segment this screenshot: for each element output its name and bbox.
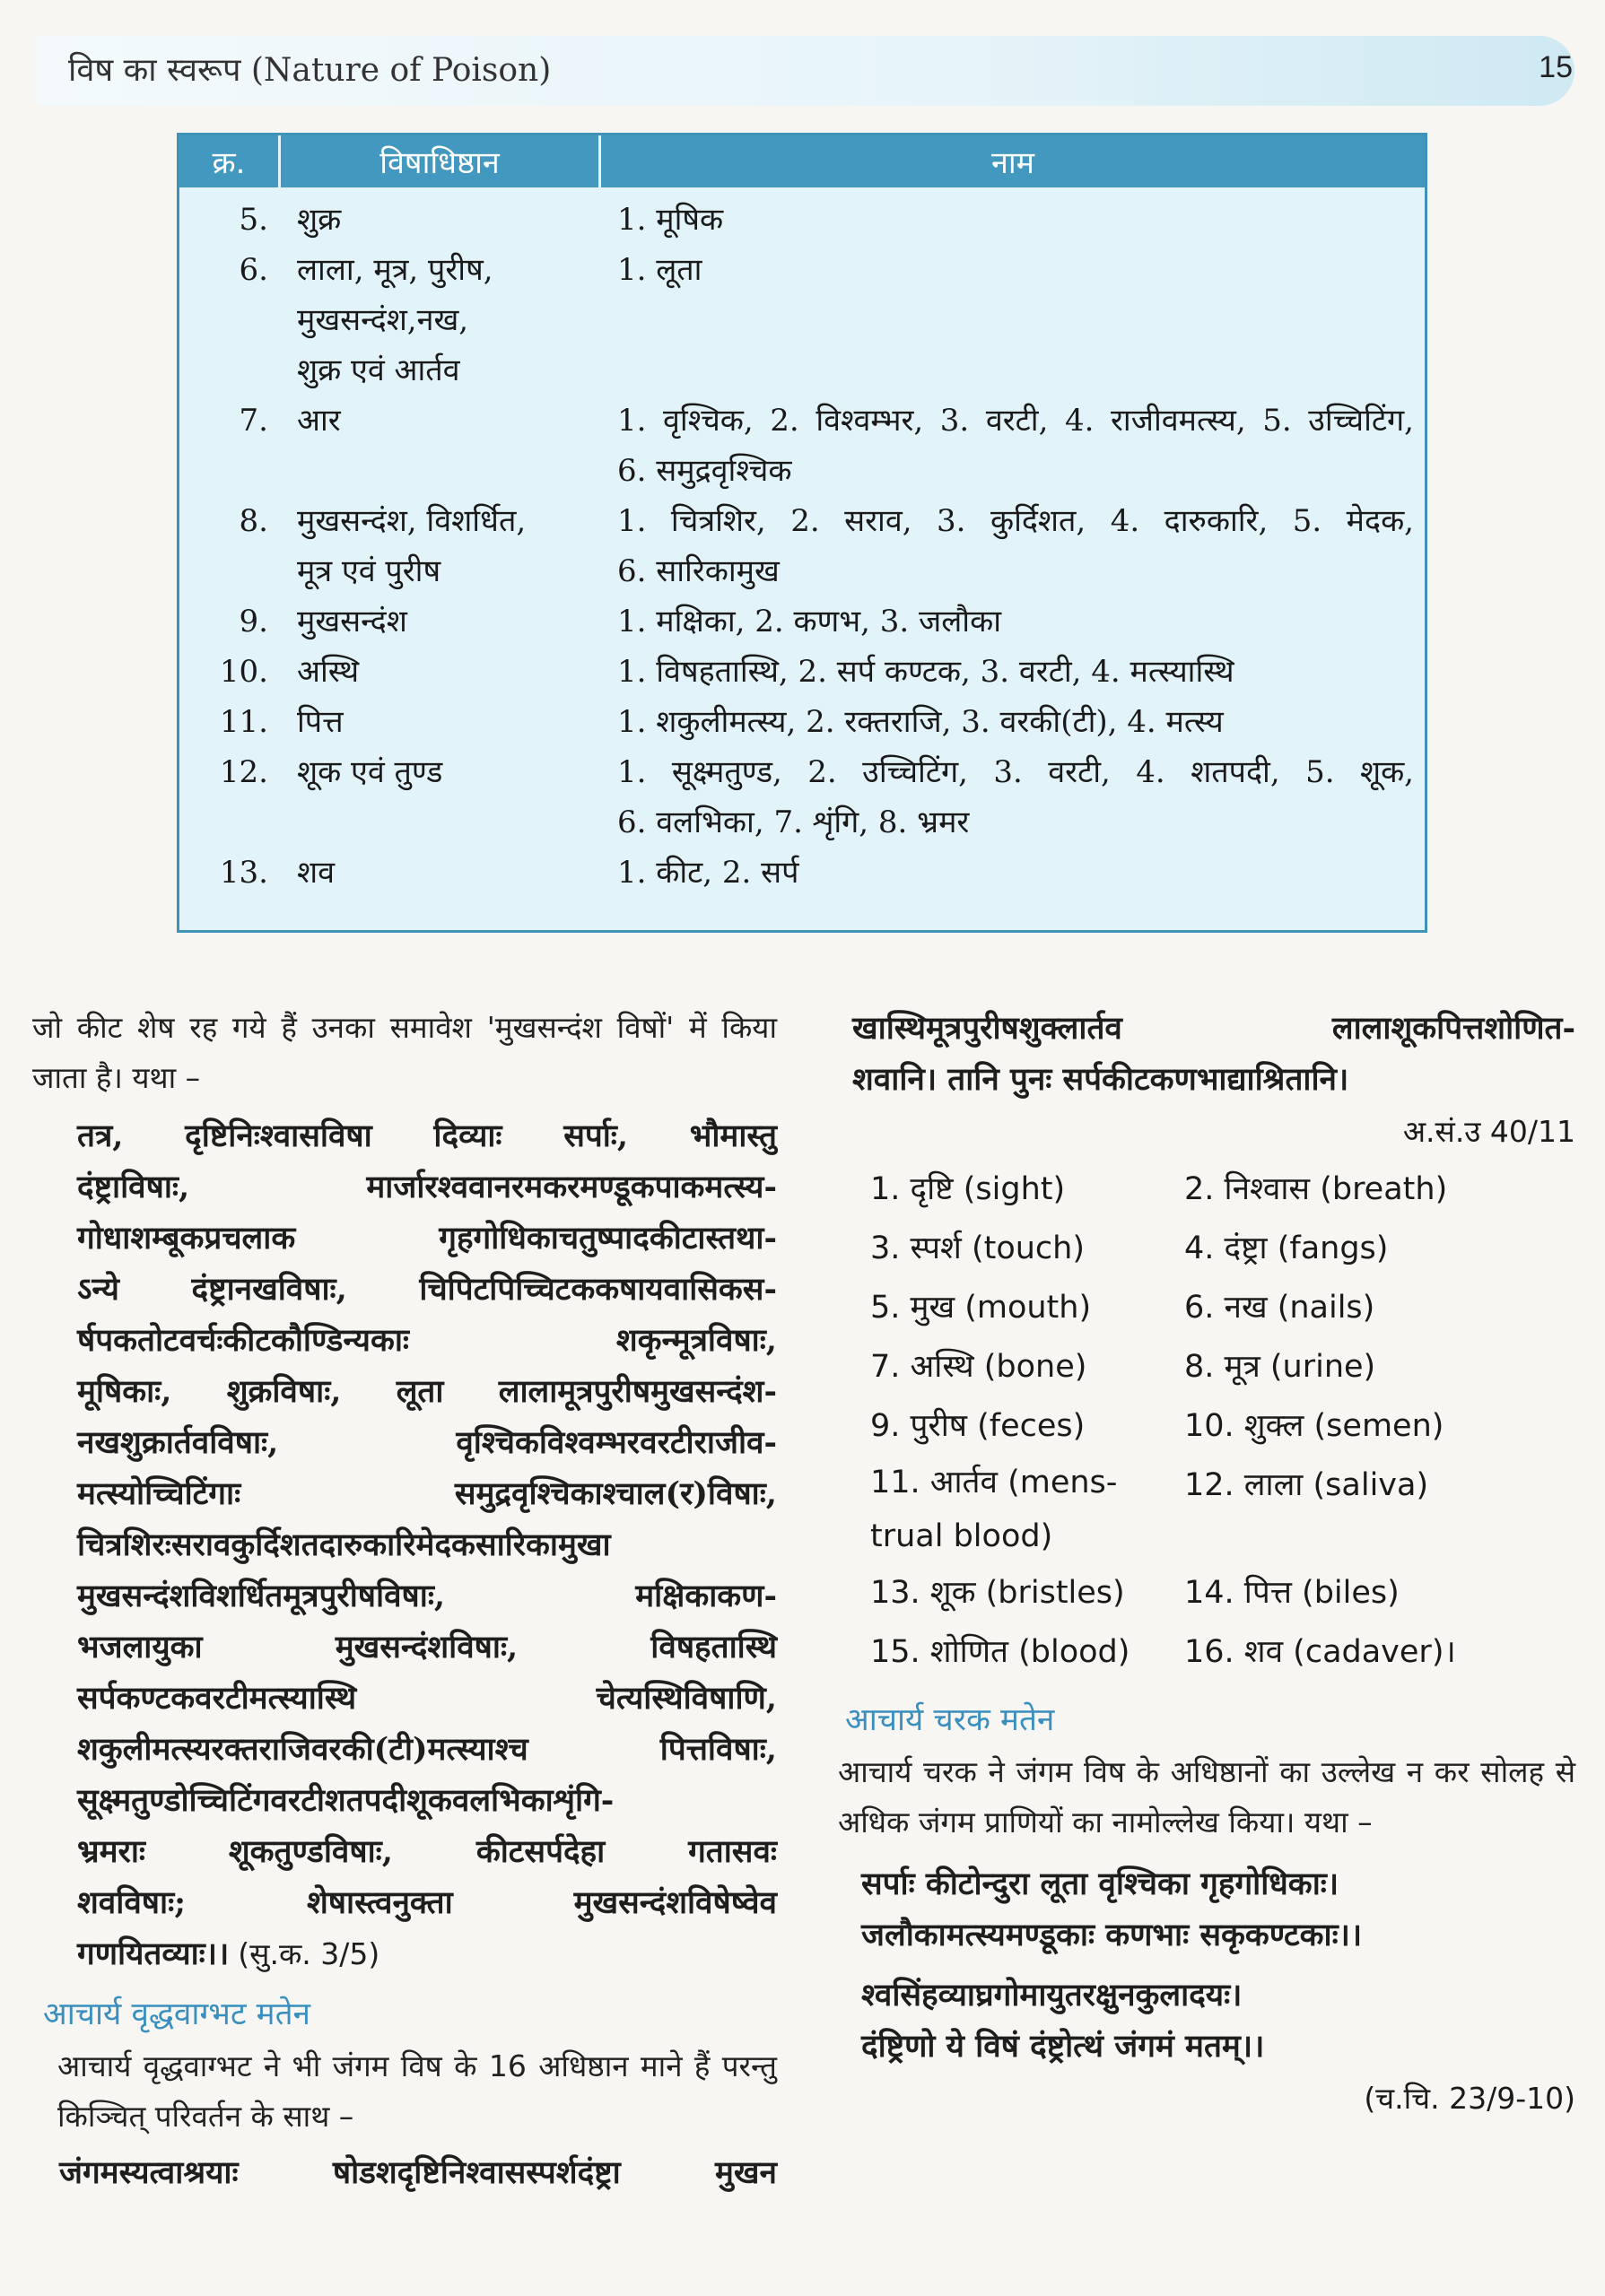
table-row	[179, 195, 1425, 245]
charaka-verse-line: दंष्ट्रिणो ये विषं दंष्ट्रोत्थं जंगमं मतम्।।	[861, 2028, 1265, 2065]
names-line: 1. वृश्चिक, 2. विश्वम्भर, 3. वरटी, 4. राजीवमत्स्य, 5. उच्चिटिंग,	[617, 403, 1414, 439]
row-seat	[281, 195, 601, 245]
seat-line: मुखसन्दंश,नख,	[297, 302, 469, 338]
verse-line: गोधाशम्बूकप्रचलाक गृहगोधिकाचतुष्पादकीटास्तथा-	[77, 1220, 777, 1257]
seat-line: लाला, मूत्र, पुरीष,	[297, 252, 493, 288]
seat-list-item: 2. निश्वास (breath)	[1184, 1171, 1448, 1207]
seat-list-item: 16. शव (cadaver)।	[1184, 1634, 1456, 1670]
table-row	[179, 496, 1425, 596]
row-serial: 6.	[239, 252, 268, 288]
row-serial: 8.	[239, 503, 268, 539]
vagbhata-citation: अ.सं.उ 40/11	[1402, 1114, 1575, 1149]
table-row	[179, 848, 1425, 898]
seat-list-item: 13. शूक (bristles)	[870, 1575, 1125, 1611]
intro-paragraph: जो कीट शेष रह गये हैं उनका समावेश 'मुखसन्दंश विषों' में किया जाता है। यथा –	[32, 1010, 777, 1095]
verse-line-last: शवानि। तानि पुनः सर्पकीटकणभाद्याश्रितानि।	[852, 1061, 1349, 1098]
charaka-citation: (च.चि. 23/9-10)	[1364, 2081, 1575, 2116]
verse-closing: गणयितव्याः।।	[77, 1935, 230, 1972]
names-line: 1. मूषिक	[617, 202, 724, 238]
row-serial: 5.	[239, 202, 268, 238]
table-row	[179, 596, 1425, 647]
row-names	[601, 647, 1425, 697]
row-seat	[281, 697, 601, 747]
verse-line: ऽन्ये दंष्ट्रानखविषाः, चिपिटपिच्चिटककषायवासिकस-	[77, 1271, 777, 1308]
table-row	[179, 245, 1425, 396]
names-line: 1. शकुलीमत्स्य, 2. रक्तराजि, 3. वरकी(टी), 4. मत्स्य	[617, 704, 1224, 740]
row-seat	[281, 396, 601, 496]
row-names	[601, 396, 1425, 496]
seat-list-item: 10. शुक्ल (semen)	[1184, 1408, 1444, 1444]
header-seat: विषाधिष्ठान	[281, 135, 601, 187]
seat-line: आर	[297, 403, 341, 439]
verse-line: नखशुक्रार्तवविषाः, वृश्चिकविश्वम्भरवरटीराजीव-	[77, 1424, 777, 1461]
table-row	[179, 647, 1425, 697]
names-line: 1. लूता	[617, 252, 702, 288]
verse-line: सूक्ष्मतुण्डोच्चिटिंगवरटीशतपदीशूकवलभिकाशृंगि-	[77, 1782, 615, 1819]
seat-line: मूत्र एवं पुरीष	[297, 553, 441, 589]
header-names: नाम	[990, 145, 1034, 181]
table-body	[179, 187, 1425, 898]
sushruta-citation: (सु.क. 3/5)	[238, 1936, 380, 1971]
names-line: 1. कीट, 2. सर्प	[617, 855, 799, 891]
table-row	[179, 396, 1425, 496]
verse-line: मुखसन्दंशविशर्धितमूत्रपुरीषविषाः, मक्षिकाकण-	[77, 1578, 777, 1614]
vagbhata-verse-start	[32, 2147, 777, 2198]
verse-line: मत्स्योच्चिटिंगाः समुद्रवृश्चिकाश्चाल(र)विषाः,	[77, 1475, 777, 1512]
verse-line: शकुलीमत्स्यरक्तराजिवरकी(टी)मत्स्याश्च पित्तविषाः,	[77, 1731, 777, 1768]
row-names	[601, 848, 1425, 898]
seat-list-item: 12. लाला (saliva)	[1184, 1467, 1429, 1503]
charaka-paragraph: आचार्य चरक ने जंगम विष के अधिष्ठानों का उल्लेख न कर सोलह से अधिक जंगम प्राणियों का नामोल्लेख किया। यथा –	[838, 1754, 1575, 1839]
seat-list-item: 14. पित्त (biles)	[1184, 1575, 1400, 1611]
names-line: 1. मक्षिका, 2. कणभ, 3. जलौका	[617, 604, 1002, 639]
row-serial: 10.	[219, 654, 268, 690]
row-serial: 13.	[219, 855, 268, 891]
charaka-verse-line: श्वसिंहव्याघ्रगोमायुतरक्षुनकुलादयः।	[861, 1977, 1243, 2013]
seat-line: पित्त	[297, 704, 344, 740]
seat-line: शव	[297, 855, 336, 891]
page-number: 15	[1539, 50, 1573, 84]
table-row	[179, 747, 1425, 848]
seat-list-item: 1. दृष्टि (sight)	[870, 1171, 1066, 1207]
seat-list-item: 9. पुरीष (feces)	[870, 1408, 1086, 1444]
seat-line: शूक एवं तुण्ड	[297, 754, 443, 790]
seat-list-item: 5. मुख (mouth)	[870, 1290, 1092, 1326]
verse-line: शवविषाः; शेषास्त्वनुक्ता मुखसन्दंशविषेष्वेव	[77, 1884, 777, 1921]
verse-line: दंष्ट्राविषाः, मार्जारश्ववानरमकरमण्डूकपाकमत्स्य-	[77, 1169, 777, 1205]
names-line: 6. समुद्रवृश्चिक	[617, 453, 792, 489]
row-seat	[281, 596, 601, 647]
row-seat	[281, 747, 601, 848]
verse-line: खास्थिमूत्रपुरीषशुक्लार्तव लालाशूकपित्तशोणित-	[852, 1010, 1575, 1047]
vagbhata-verse-line: जंगमस्यत्वाश्रयाः षोडशदृष्टिनिश्वासस्पर्शदंष्ट्रा मुखन	[59, 2154, 777, 2191]
left-column	[32, 1003, 777, 2198]
sixteen-seats-list	[870, 1160, 1575, 1682]
names-line: 1. सूक्ष्मतुण्ड, 2. उच्चिटिंग, 3. वरटी, 4. शतपदी, 5. शूक,	[617, 754, 1414, 790]
verse-line: चित्रशिरःसरावकुर्दिशतदारुकारिमेदकसारिकामुखा	[77, 1526, 611, 1563]
seat-line: मुखसन्दंश, विशर्धित,	[297, 503, 527, 539]
row-seat	[281, 245, 601, 396]
poison-seat-table	[177, 133, 1427, 933]
row-serial: 11.	[219, 704, 268, 740]
row-serial: 9.	[239, 604, 268, 639]
seat-line: शुक्र	[297, 202, 342, 238]
row-serial: 12.	[219, 754, 268, 790]
seat-list-item: 15. शोणित (blood)	[870, 1634, 1130, 1670]
row-names	[601, 496, 1425, 596]
charaka-verse	[834, 1858, 1575, 2072]
verse-line: भजलायुका मुखसन्दंशविषाः, विषहतास्थि	[77, 1629, 777, 1665]
row-names	[601, 697, 1425, 747]
seat-list-item: 6. नख (nails)	[1184, 1290, 1375, 1326]
names-line: 1. विषहतास्थि, 2. सर्प कण्टक, 3. वरटी, 4. मत्स्यास्थि	[617, 654, 1234, 690]
verse-line-last	[77, 1928, 777, 1979]
row-seat	[281, 496, 601, 596]
seat-line: शुक्र एवं आर्तव	[297, 352, 460, 388]
seat-list-item: 7. अस्थि (bone)	[870, 1349, 1087, 1385]
vriddha-vagbhata-heading: आचार्य वृद्धवाग्भट मतेन	[43, 1996, 310, 2032]
names-line: 6. सारिकामुख	[617, 553, 780, 589]
row-names	[601, 747, 1425, 848]
table-header	[179, 135, 1425, 187]
names-line: 1. चित्रशिर, 2. सराव, 3. कुर्दिशत, 4. दारुकारि, 5. मेदक,	[617, 503, 1414, 539]
names-line: 6. वलभिका, 7. शृंगि, 8. भ्रमर	[617, 804, 970, 840]
verse-line: तत्र, दृष्टिनिःश्वासविषा दिव्याः सर्पाः, भौमास्तु	[77, 1118, 777, 1154]
row-names	[601, 596, 1425, 647]
row-seat	[281, 647, 601, 697]
charaka-heading: आचार्य चरक मतेन	[845, 1702, 1055, 1738]
sushruta-verse	[32, 1110, 777, 1979]
seat-list-item: 3. स्पर्श (touch)	[870, 1231, 1085, 1266]
charaka-verse-line: सर्पाः कीटोन्दुरा लूता वृश्चिका गृहगोधिकाः।	[861, 1866, 1339, 1902]
seat-line: मुखसन्दंश	[297, 604, 407, 639]
running-title: विष का स्वरूप (Nature of Poison)	[68, 52, 552, 89]
row-names	[601, 245, 1425, 396]
row-seat	[281, 848, 601, 898]
verse-line: भ्रमराः शूकतुण्डविषाः, कीटसर्पदेहा गतासवः	[77, 1833, 777, 1870]
row-names	[601, 195, 1425, 245]
table-row	[179, 697, 1425, 747]
seat-line: अस्थि	[297, 654, 360, 690]
verse-line: सर्पकण्टकवरटीमत्स्यास्थि चेत्यस्थिविषाणि,	[77, 1680, 777, 1717]
vagbhata-verse-cont	[834, 1003, 1575, 1105]
right-column	[834, 1003, 1575, 2126]
header-serial: क्र.	[179, 135, 281, 187]
seat-list-item: 4. दंष्ट्रा (fangs)	[1184, 1231, 1389, 1266]
verse-line: मूषिकाः, शुक्रविषाः, लूता लालामूत्रपुरीषमुखसन्दंश-	[77, 1373, 777, 1410]
verse-line: र्षपकतोटवर्चःकीटकौण्डिन्यकाः शकृन्मूत्रविषाः,	[77, 1322, 777, 1359]
vagbhata-paragraph: आचार्य वृद्धवाग्भट ने भी जंगम विष के 16 अधिष्ठान माने हैं परन्तु किञ्चित् परिवर्तन के साथ –	[57, 2048, 777, 2134]
seat-list-item: 11. आर्तव (mens- trual blood)	[870, 1465, 1118, 1554]
charaka-verse-line: जलौकामत्स्यमण्डूकाः कणभाः सकृकण्टकाः।।	[861, 1917, 1363, 1953]
row-serial: 7.	[239, 403, 268, 439]
seat-list-item: 8. मूत्र (urine)	[1184, 1349, 1376, 1385]
